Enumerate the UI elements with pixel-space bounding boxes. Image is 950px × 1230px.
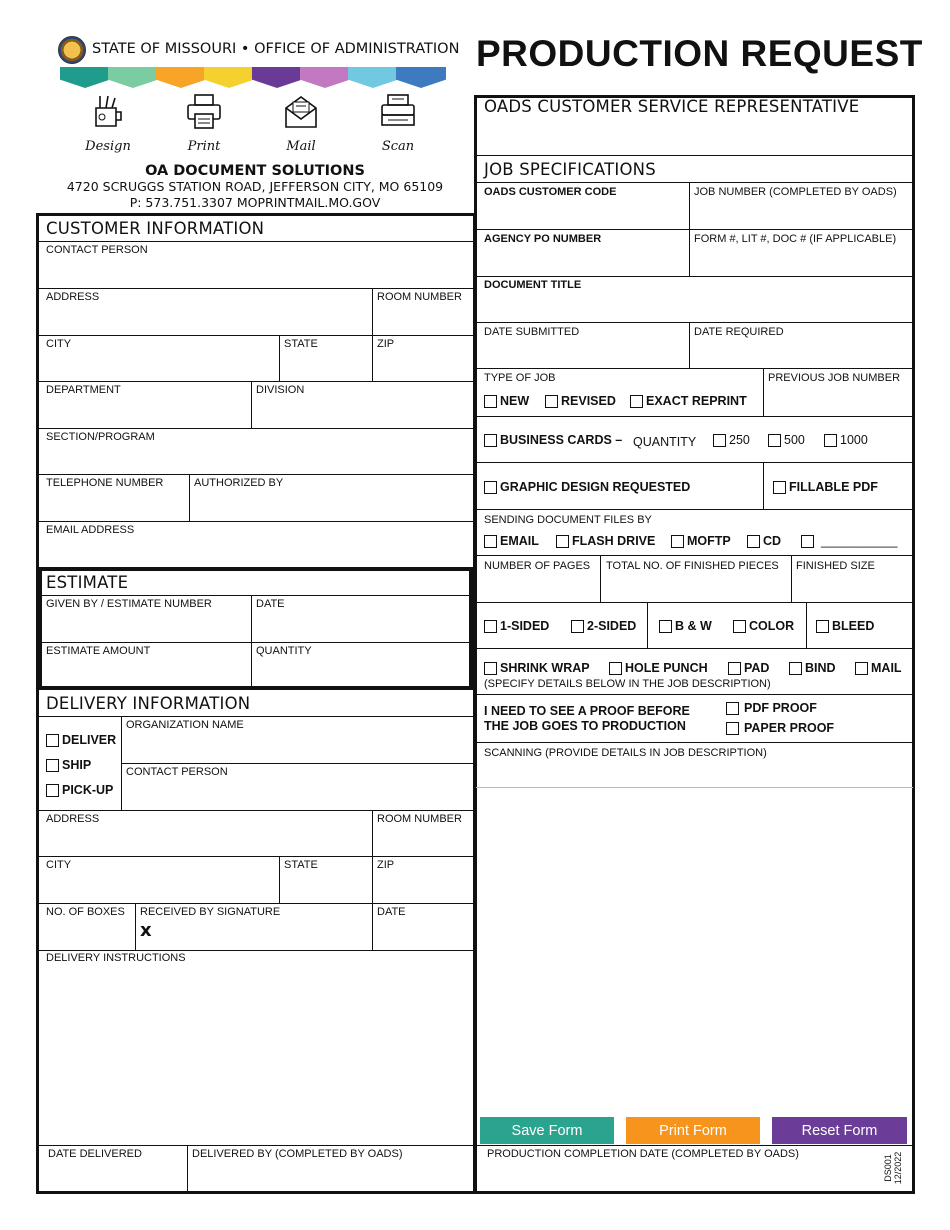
reset-form-button[interactable]: Reset Form (772, 1117, 907, 1144)
qty-1000-checkbox[interactable] (824, 434, 837, 447)
mail-option[interactable]: MAIL (855, 661, 902, 675)
fillable-pdf-checkbox[interactable] (773, 481, 786, 494)
exact-reprint-option[interactable]: EXACT REPRINT (630, 394, 747, 408)
delivery-info-heading: DELIVERY INFORMATION (46, 694, 251, 713)
delivery-city-label: CITY (46, 859, 72, 871)
save-form-button[interactable]: Save Form (480, 1117, 614, 1144)
qty-250-option[interactable]: 250 (713, 433, 750, 447)
shrink-wrap-option[interactable]: SHRINK WRAP (484, 661, 590, 675)
bw-option[interactable]: B & W (659, 619, 712, 633)
qty-500-checkbox[interactable] (768, 434, 781, 447)
proof-line-1: I NEED TO SEE A PROOF BEFORE (484, 704, 690, 718)
flash-drive-checkbox[interactable] (556, 535, 569, 548)
mail-service: Mail (275, 92, 327, 154)
job-description-input[interactable] (480, 790, 908, 1110)
job-number-label: JOB NUMBER (COMPLETED BY OADS) (694, 186, 897, 198)
total-pieces-label: TOTAL NO. OF FINISHED PIECES (606, 560, 779, 572)
scanner-icon (378, 92, 418, 132)
qty-1000-option[interactable]: 1000 (824, 433, 868, 447)
delivery-instructions-input[interactable] (44, 970, 468, 1138)
address-input[interactable] (44, 308, 366, 328)
pickup-option[interactable]: PICK-UP (46, 783, 113, 797)
agency-name: STATE OF MISSOURI • OFFICE OF ADMINISTRATION (92, 41, 460, 57)
delivery-contact-label: CONTACT PERSON (126, 766, 228, 778)
telephone-label: TELEPHONE NUMBER (46, 477, 164, 489)
given-by-label: GIVEN BY / ESTIMATE NUMBER (46, 598, 212, 610)
customer-info-heading: CUSTOMER INFORMATION (46, 219, 265, 238)
bind-option[interactable]: BIND (789, 661, 836, 675)
moftp-checkbox[interactable] (671, 535, 684, 548)
organization-name-label: ORGANIZATION NAME (126, 719, 244, 731)
two-sided-option[interactable]: 2-SIDED (571, 619, 636, 633)
estimate-heading: ESTIMATE (46, 573, 129, 592)
city-label: CITY (46, 338, 72, 350)
date-required-label: DATE REQUIRED (694, 326, 784, 338)
delivery-state-label: STATE (284, 859, 318, 871)
hole-punch-checkbox[interactable] (609, 662, 622, 675)
pennant-banner (204, 67, 254, 88)
exact-reprint-checkbox[interactable] (630, 395, 643, 408)
pennant-banner (60, 67, 110, 88)
delivery-address-label: ADDRESS (46, 813, 100, 825)
pdf-proof-option[interactable]: PDF PROOF (726, 701, 817, 715)
business-cards-option[interactable]: BUSINESS CARDS – (484, 433, 622, 447)
new-checkbox[interactable] (484, 395, 497, 408)
qty-250-checkbox[interactable] (713, 434, 726, 447)
pennant-banner (396, 67, 446, 88)
department-label: DEPARTMENT (46, 384, 121, 396)
bc-quantity-label: QUANTITY (633, 435, 697, 449)
email-address-label: EMAIL ADDRESS (46, 524, 135, 536)
org-name: OA DOCUMENT SOLUTIONS (145, 163, 365, 179)
printer-icon (184, 92, 224, 132)
bleed-option[interactable]: BLEED (816, 619, 874, 633)
rep-label: OADS CUSTOMER SERVICE REPRESENTATIVE (484, 97, 860, 116)
pad-option[interactable]: PAD (728, 661, 769, 675)
bleed-checkbox[interactable] (816, 620, 829, 633)
section-program-label: SECTION/PROGRAM (46, 431, 155, 443)
pad-checkbox[interactable] (728, 662, 741, 675)
date-delivered-label: DATE DELIVERED (48, 1148, 142, 1160)
org-address: 4720 SCRUGGS STATION ROAD, JEFFERSON CITY, MO 65109 P: 573.751.3307 MOPRINTMAIL.MO.GOV (66, 179, 444, 210)
page-title: PRODUCTION REQUEST (476, 33, 923, 74)
graphic-design-option[interactable]: GRAPHIC DESIGN REQUESTED (484, 480, 690, 494)
design-service: Design (82, 92, 134, 154)
pennant-banner (252, 67, 302, 88)
two-sided-checkbox[interactable] (571, 620, 584, 633)
received-by-label: RECEIVED BY SIGNATURE (140, 906, 281, 918)
pennant-banner (108, 67, 158, 88)
pdf-proof-checkbox[interactable] (726, 702, 739, 715)
email-checkbox[interactable] (484, 535, 497, 548)
print-service: Print (178, 92, 230, 154)
pennant-banner (300, 67, 350, 88)
type-of-job-label: TYPE OF JOB (484, 372, 556, 384)
business-cards-checkbox[interactable] (484, 434, 497, 447)
job-spec-heading: JOB SPECIFICATIONS (484, 160, 656, 179)
delivered-by-label: DELIVERED BY (COMPLETED BY OADS) (192, 1148, 403, 1160)
form-code: DS001 12/2022 (883, 1151, 903, 1185)
envelope-icon (281, 92, 321, 132)
finished-size-label: FINISHED SIZE (796, 560, 875, 572)
ship-option[interactable]: SHIP (46, 758, 91, 772)
state-label: STATE (284, 338, 318, 350)
sending-files-label: SENDING DOCUMENT FILES BY (484, 514, 652, 526)
address-label: ADDRESS (46, 291, 100, 303)
bind-checkbox[interactable] (789, 662, 802, 675)
delivery-zip-label: ZIP (377, 859, 395, 871)
color-option[interactable]: COLOR (733, 619, 794, 633)
other-option[interactable]: ___________ (801, 534, 897, 548)
quantity-label: QUANTITY (256, 645, 312, 657)
graphic-design-checkbox[interactable] (484, 481, 497, 494)
fillable-pdf-option[interactable]: FILLABLE PDF (773, 480, 878, 494)
finish-note: (SPECIFY DETAILS BELOW IN THE JOB DESCRIPTION) (484, 678, 771, 690)
contact-person-label: CONTACT PERSON (46, 244, 148, 256)
room-number-label: ROOM NUMBER (377, 291, 462, 303)
zip-label: ZIP (377, 338, 395, 350)
new-option[interactable]: NEW (484, 394, 529, 408)
scanning-label: SCANNING (PROVIDE DETAILS IN JOB DESCRIPTION) (484, 747, 767, 759)
qty-500-option[interactable]: 500 (768, 433, 805, 447)
deliver-checkbox[interactable] (46, 734, 59, 747)
date-submitted-label: DATE SUBMITTED (484, 326, 580, 338)
revised-option[interactable]: REVISED (545, 394, 616, 408)
scan-service: Scan (372, 92, 424, 154)
delivery-room-label: ROOM NUMBER (377, 813, 462, 825)
hole-punch-option[interactable]: HOLE PUNCH (609, 661, 708, 675)
previous-job-label: PREVIOUS JOB NUMBER (768, 372, 901, 384)
estimate-date-label: DATE (256, 598, 285, 610)
bw-checkbox[interactable] (659, 620, 672, 633)
proof-line-2: THE JOB GOES TO PRODUCTION (484, 719, 686, 733)
deliver-option[interactable]: DELIVER (46, 733, 116, 747)
authorized-by-label: AUTHORIZED BY (194, 477, 284, 489)
mail-checkbox[interactable] (855, 662, 868, 675)
color-checkbox[interactable] (733, 620, 746, 633)
pennant-banner (156, 67, 206, 88)
delivery-instructions-label: DELIVERY INSTRUCTIONS (46, 952, 186, 964)
print-form-button[interactable]: Print Form (626, 1117, 760, 1144)
shrink-wrap-checkbox[interactable] (484, 662, 497, 675)
completion-date-label: PRODUCTION COMPLETION DATE (COMPLETED BY OADS) (487, 1148, 799, 1160)
other-checkbox[interactable] (801, 535, 814, 548)
cd-option[interactable]: CD (747, 534, 781, 548)
pickup-checkbox[interactable] (46, 784, 59, 797)
email-option[interactable]: EMAIL (484, 534, 539, 548)
one-sided-checkbox[interactable] (484, 620, 497, 633)
num-pages-label: NUMBER OF PAGES (484, 560, 591, 572)
agency-po-label: AGENCY PO NUMBER (484, 233, 602, 245)
missouri-seal-icon (58, 36, 86, 64)
division-label: DIVISION (256, 384, 305, 396)
boxes-label: NO. OF BOXES (46, 906, 125, 918)
signature-mark: x (140, 920, 152, 941)
one-sided-option[interactable]: 1-SIDED (484, 619, 549, 633)
received-date-label: DATE (377, 906, 406, 918)
paper-proof-checkbox[interactable] (726, 722, 739, 735)
document-title-label: DOCUMENT TITLE (484, 279, 582, 291)
estimate-amount-label: ESTIMATE AMOUNT (46, 645, 151, 657)
ship-checkbox[interactable] (46, 759, 59, 772)
form-number-label: FORM #, LIT #, DOC # (IF APPLICABLE) (694, 233, 897, 245)
moftp-option[interactable]: MOFTP (671, 534, 731, 548)
pennant-banner (348, 67, 398, 88)
customer-code-label: OADS CUSTOMER CODE (484, 186, 617, 198)
contact-person-input[interactable] (44, 262, 464, 282)
design-cup-icon (88, 92, 128, 132)
revised-checkbox[interactable] (545, 395, 558, 408)
paper-proof-option[interactable]: PAPER PROOF (726, 721, 834, 735)
flash-drive-option[interactable]: FLASH DRIVE (556, 534, 655, 548)
cd-checkbox[interactable] (747, 535, 760, 548)
